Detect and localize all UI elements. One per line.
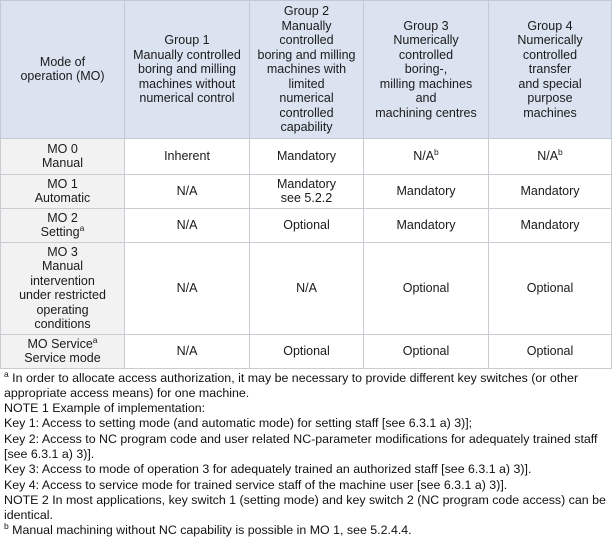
mode-label-tail: Service mode [24,351,101,365]
mode-label-text: MO 2 Setting [40,210,80,239]
cell-text: Optional [402,280,450,295]
footnote-a [4,368,610,402]
cell-group-1 [125,208,250,242]
cell-group-1 [125,334,250,368]
cell-group-1 [125,138,250,174]
cell-text: Mandatory [396,183,456,198]
cell-group-3 [364,138,489,174]
cell-group-2 [250,174,364,208]
footnote-b-text: Manual machining without NC capability is possible in MO 1, see 5.2.4.4. [8,523,412,538]
table-row [1,174,612,208]
note-2: NOTE 2 In most applications, key switch 1 (setting mode) and key switch 2 (NC program code access) can be identical. [4,492,606,523]
table-row [1,138,612,174]
table-row [1,334,612,368]
mode-label-cell [1,208,125,242]
footnote-a-text: In order to allocate access authorization, it may be necessary to provide different key switches (or other appropriate access means) for one machine. [4,370,579,400]
table-header [1,1,612,139]
footnote-b-marker: b [4,521,9,532]
cell-group-4 [489,138,612,174]
cell-text: Optional [526,280,574,295]
cell-text: N/A [176,280,198,295]
mode-label-cell [1,138,125,174]
cell-group-3 [364,208,489,242]
column-header-group-2: Group 2 Manually controlled boring and milling machines with limited numerical controlled capability [250,1,364,139]
mode-label-superscript: a [92,334,98,345]
table-notes [0,369,614,539]
cell-superscript: b [558,146,563,157]
footnote-a-marker: a [4,368,9,379]
key-4-note: Key 4: Access to service mode for trained service staff of the machine user [see 6.3.1 a) 3)]. [4,477,508,492]
cell-group-4 [489,174,612,208]
mode-label-cell [1,242,125,334]
cell-text: Mandatory [396,217,456,232]
cell-group-2 [250,208,364,242]
cell-text: N/A [176,183,198,198]
cell-group-2 [250,138,364,174]
header-row [1,1,612,139]
cell-superscript: b [434,146,439,157]
key-1-note: Key 1: Access to setting mode (and automatic mode) for setting staff [see 6.3.1 a) 3)]; [4,416,473,431]
cell-group-1 [125,242,250,334]
cell-text: Optional [402,343,450,358]
cell-text: N/A [296,280,317,295]
cell-group-2 [250,334,364,368]
mode-label-text: MO 1 Automatic [34,176,91,205]
table-row [1,242,612,334]
column-header-mode-of-operation: Mode of operation (MO) [1,1,125,139]
cell-group-3 [364,242,489,334]
footnote-b [4,523,610,538]
cell-text: N/A [537,148,559,163]
cell-text: Optional [283,217,330,232]
cell-text: N/A [176,217,198,232]
cell-text: N/A [413,148,435,163]
cell-group-2 [250,242,364,334]
cell-group-3 [364,174,489,208]
column-header-group-3: Group 3 Numerically controlled boring-, milling machines and machining centres [364,1,489,139]
mode-label-superscript: a [79,222,85,233]
table-row [1,208,612,242]
column-header-group-1: Group 1 Manually controlled boring and milling machines without numerical control [125,1,250,139]
cell-text: N/A [176,343,198,358]
cell-text: Mandatory see 5.2.2 [276,176,337,205]
key-2-note: Key 2: Access to NC program code and user related NC-parameter modifications for adequately trained staff [see 6.3.1 a) 3)]. [4,431,598,461]
column-header-group-4: Group 4 Numerically controlled transfer and special purpose machines [489,1,612,139]
mode-label-text: MO Service [27,336,93,351]
note-1: NOTE 1 Example of implementation: [4,401,206,416]
cell-group-4 [489,208,612,242]
mode-label-text: MO 0 Manual [42,141,83,170]
table-body [1,138,612,368]
cell-text: Optional [526,343,574,358]
cell-group-4 [489,334,612,368]
cell-text: Inherent [164,148,210,163]
cell-text: Mandatory [520,183,580,198]
cell-text: Mandatory [276,148,337,163]
cell-group-3 [364,334,489,368]
mode-label-text: MO 3 Manual intervention under restricted operating conditions [19,244,106,331]
mode-label-cell [1,174,125,208]
cell-text: Optional [283,343,330,358]
key-3-note: Key 3: Access to mode of operation 3 for adequately trained an authorized staff [see 6.3.1 a) 3)]. [4,462,532,477]
cell-group-1 [125,174,250,208]
cell-group-4 [489,242,612,334]
cell-text: Mandatory [520,217,580,232]
mode-label-cell [1,334,125,368]
